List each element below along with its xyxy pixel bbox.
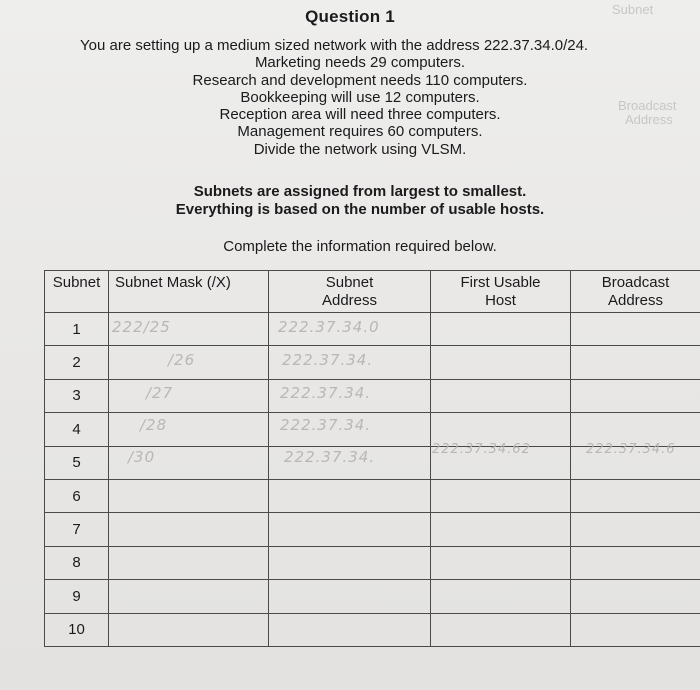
back-page-ghost-text: Address xyxy=(625,112,673,127)
rules-line: Everything is based on the number of usable hosts. xyxy=(175,201,545,218)
row-number: 7 xyxy=(45,513,109,546)
subnet-address-cell[interactable] xyxy=(269,546,431,579)
broadcast-address-cell[interactable] xyxy=(571,446,700,479)
table-row xyxy=(45,313,700,346)
intro-line: Marketing needs 29 computers. xyxy=(254,54,466,72)
bleed-through-text: 222.37.34. xyxy=(282,351,374,369)
table-row xyxy=(45,479,700,512)
instruction-text: Complete the information required below. xyxy=(223,238,497,255)
broadcast-address-cell[interactable] xyxy=(571,379,700,412)
first-usable-host-cell[interactable] xyxy=(431,479,571,512)
row-number: 2 xyxy=(45,346,109,379)
question-title: Question 1 xyxy=(305,7,395,26)
bleed-through-text: 222.37.34.6 xyxy=(586,442,676,457)
bleed-through-text: /26 xyxy=(168,351,196,369)
subnet-address-cell[interactable] xyxy=(269,313,431,346)
first-usable-host-cell[interactable] xyxy=(431,413,571,446)
bleed-through-text: 222.37.34.62 xyxy=(432,442,531,457)
intro-line: Management requires 60 computers. xyxy=(237,123,483,141)
first-usable-host-cell[interactable] xyxy=(431,379,571,412)
subnet-mask-cell[interactable] xyxy=(109,613,269,646)
subnet-mask-cell[interactable] xyxy=(109,546,269,579)
table-row xyxy=(45,446,700,479)
subnet-address-cell[interactable] xyxy=(269,513,431,546)
rules-text xyxy=(100,183,620,219)
subnet-address-cell[interactable] xyxy=(269,446,431,479)
row-number: 5 xyxy=(45,446,109,479)
header-broadcast-address: Broadcast Address xyxy=(571,271,700,313)
rules-line: Subnets are assigned from largest to smallest. xyxy=(193,183,527,200)
header-subnet-mask: Subnet Mask (/X) xyxy=(109,271,269,313)
subnet-address-cell[interactable] xyxy=(269,479,431,512)
broadcast-address-cell[interactable] xyxy=(571,546,700,579)
row-number: 8 xyxy=(45,546,109,579)
table-row xyxy=(45,346,700,379)
row-number: 3 xyxy=(45,379,109,412)
table-row xyxy=(45,580,700,613)
first-usable-host-cell[interactable] xyxy=(431,613,571,646)
header-subnet-address: Subnet Address xyxy=(269,271,431,313)
header-subnet: Subnet xyxy=(45,271,109,313)
table-row xyxy=(45,613,700,646)
first-usable-host-cell[interactable] xyxy=(431,580,571,613)
question-intro xyxy=(80,37,640,158)
row-number: 10 xyxy=(45,613,109,646)
intro-line: Reception area will need three computers. xyxy=(219,106,501,124)
table-row xyxy=(45,513,700,546)
table-row xyxy=(45,413,700,446)
first-usable-host-cell[interactable] xyxy=(431,546,571,579)
bleed-through-text: 222.37.34. xyxy=(280,416,372,434)
row-number: 4 xyxy=(45,413,109,446)
subnet-mask-cell[interactable] xyxy=(109,413,269,446)
subnet-mask-cell[interactable] xyxy=(109,446,269,479)
subnet-address-cell[interactable] xyxy=(269,346,431,379)
subnet-mask-cell[interactable] xyxy=(109,580,269,613)
subnet-address-cell[interactable] xyxy=(269,413,431,446)
broadcast-address-cell[interactable] xyxy=(571,313,700,346)
broadcast-address-cell[interactable] xyxy=(571,580,700,613)
bleed-through-text: /27 xyxy=(146,384,174,402)
subnet-address-cell[interactable] xyxy=(269,379,431,412)
subnet-address-cell[interactable] xyxy=(269,580,431,613)
subnet-mask-cell[interactable] xyxy=(109,313,269,346)
bleed-through-text: /30 xyxy=(128,448,156,466)
broadcast-address-cell[interactable] xyxy=(571,479,700,512)
row-number: 6 xyxy=(45,479,109,512)
subnet-address-cell[interactable] xyxy=(269,613,431,646)
subnet-mask-cell[interactable] xyxy=(109,346,269,379)
bleed-through-text: /28 xyxy=(140,416,168,434)
subnet-mask-cell[interactable] xyxy=(109,379,269,412)
table-row xyxy=(45,379,700,412)
first-usable-host-cell[interactable] xyxy=(431,346,571,379)
subnet-mask-cell[interactable] xyxy=(109,513,269,546)
broadcast-address-cell[interactable] xyxy=(571,613,700,646)
broadcast-address-cell[interactable] xyxy=(571,413,700,446)
row-number: 9 xyxy=(45,580,109,613)
first-usable-host-cell[interactable] xyxy=(431,513,571,546)
intro-line: You are setting up a medium sized network with the address 222.37.34.0/24. xyxy=(80,37,589,54)
intro-line: Bookkeeping will use 12 computers. xyxy=(240,88,480,106)
intro-line: Divide the network using VLSM. xyxy=(253,140,467,158)
back-page-ghost-text: Subnet xyxy=(612,2,654,17)
header-first-usable-host: First Usable Host xyxy=(431,271,571,313)
table-row xyxy=(45,546,700,579)
broadcast-address-cell[interactable] xyxy=(571,513,700,546)
first-usable-host-cell[interactable] xyxy=(431,446,571,479)
broadcast-address-cell[interactable] xyxy=(571,346,700,379)
bleed-through-text: 222.37.34.0 xyxy=(278,318,380,336)
subnet-table xyxy=(44,270,700,647)
intro-line: Research and development needs 110 computers. xyxy=(192,71,528,89)
back-page-ghost-text: Broadcast xyxy=(618,98,677,113)
bleed-through-text: 222.37.34. xyxy=(280,384,372,402)
bleed-through-text: 222/25 xyxy=(112,318,171,336)
bleed-through-text: 222.37.34. xyxy=(284,448,376,466)
table-header-row xyxy=(45,271,700,313)
subnet-mask-cell[interactable] xyxy=(109,479,269,512)
first-usable-host-cell[interactable] xyxy=(431,313,571,346)
row-number: 1 xyxy=(45,313,109,346)
